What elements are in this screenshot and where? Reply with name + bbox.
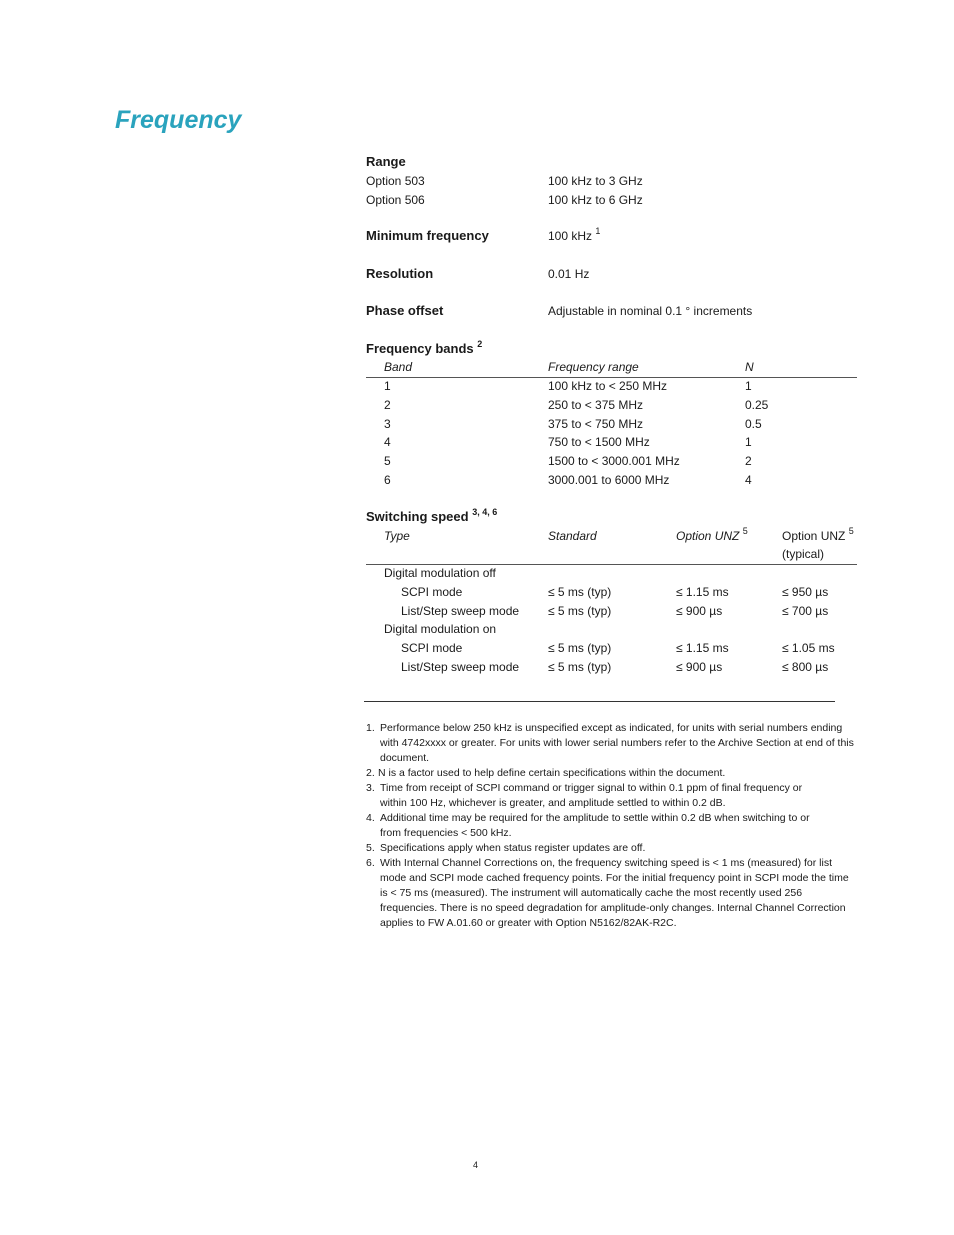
band-n-cell: 4 <box>745 473 752 487</box>
frequency-bands-title: Frequency bands <box>366 341 474 356</box>
switch-unz-cell: ≤ 900 µs <box>676 604 723 618</box>
footnote-number: 1. <box>366 722 375 734</box>
switch-row-label: Digital modulation on <box>384 622 497 636</box>
footnote-separator <box>364 701 835 702</box>
bands-col-range: Frequency range <box>548 360 639 374</box>
min-frequency-heading: Minimum frequency <box>366 228 489 243</box>
switching-speed-heading <box>366 506 498 524</box>
band-cell: 4 <box>384 435 391 449</box>
switch-row-label: List/Step sweep mode <box>401 660 520 674</box>
band-cell: 1 <box>384 379 391 393</box>
resolution-value: 0.01 Hz <box>548 267 590 281</box>
switch-unz-typ-cell: ≤ 700 µs <box>782 604 829 618</box>
range-label-506: Option 506 <box>366 193 425 207</box>
switch-unz-cell: ≤ 1.15 ms <box>676 585 729 599</box>
bands-col-n: N <box>745 360 754 374</box>
footnote-ref: 2 <box>477 338 483 349</box>
range-label-503: Option 503 <box>366 174 425 188</box>
footnote-number: 3. <box>366 782 375 794</box>
page-title: Frequency <box>115 106 242 134</box>
phase-offset-heading: Phase offset <box>366 303 444 318</box>
switch-row-label: List/Step sweep mode <box>401 604 520 618</box>
frequency-bands-heading <box>366 338 483 356</box>
band-n-cell: 0.25 <box>745 398 769 412</box>
switch-standard-cell: ≤ 5 ms (typ) <box>548 604 612 618</box>
bands-header-rule <box>366 377 857 378</box>
band-n-cell: 1 <box>745 379 752 393</box>
switch-unz-typ-cell: ≤ 950 µs <box>782 585 829 599</box>
phase-offset-value: Adjustable in nominal 0.1 ° increments <box>548 304 753 318</box>
range-value-506: 100 kHz to 6 GHz <box>548 193 643 207</box>
footnote-text: Specifications apply when status register updates are off. <box>380 842 646 854</box>
resolution-heading: Resolution <box>366 266 434 281</box>
footnote-ref: 1 <box>595 226 601 236</box>
switching-speed-title: Switching speed <box>366 509 469 524</box>
band-n-cell: 0.5 <box>745 417 762 431</box>
band-n-cell: 1 <box>745 435 752 449</box>
bands-col-band: Band <box>384 360 413 374</box>
range-value-503: 100 kHz to 3 GHz <box>548 174 643 188</box>
switch-col-unz-typ-text: Option UNZ <box>782 529 846 543</box>
band-cell: 2 <box>384 398 391 412</box>
switch-unz-typ-cell: ≤ 800 µs <box>782 660 829 674</box>
switch-row-label: Digital modulation off <box>384 566 496 580</box>
min-frequency-text: 100 kHz <box>548 229 593 243</box>
band-range-cell: 3000.001 to 6000 MHz <box>548 473 670 487</box>
band-cell: 5 <box>384 454 391 468</box>
band-range-cell: 1500 to < 3000.001 MHz <box>548 454 680 468</box>
switch-standard-cell: ≤ 5 ms (typ) <box>548 585 612 599</box>
page-number: 4 <box>473 1160 479 1170</box>
footnote-number: 2. <box>366 767 375 779</box>
switch-col-unz-typ <box>782 526 854 543</box>
footnote-number: 4. <box>366 812 375 824</box>
band-cell: 6 <box>384 473 391 487</box>
footnote-text: Time from receipt of SCPI command or trigger signal to within 0.1 ppm of final frequency or within 100 Hz, whichever is greater, and amplitude settled to within 0.2 dB. <box>380 782 803 809</box>
switch-row-label: SCPI mode <box>401 585 463 599</box>
switch-unz-cell: ≤ 900 µs <box>676 660 723 674</box>
footnote-text: N is a factor used to help define certain specifications within the document. <box>378 767 726 779</box>
footnote-text: Additional time may be required for the amplitude to settle within 0.2 dB when switching to or from frequencies < 500 kHz. <box>380 812 810 839</box>
band-range-cell: 375 to < 750 MHz <box>548 417 644 431</box>
switch-col-unz-text: Option UNZ <box>676 529 740 543</box>
switch-col-type: Type <box>384 529 410 543</box>
switch-unz-typ-cell: ≤ 1.05 ms <box>782 641 835 655</box>
switch-col-unz-typ-line2: (typical) <box>782 547 825 561</box>
band-range-cell: 100 kHz to < 250 MHz <box>548 379 668 393</box>
band-cell: 3 <box>384 417 391 431</box>
switch-header-rule <box>366 564 857 565</box>
footnote-number: 6. <box>366 857 375 869</box>
footnote-ref: 3, 4, 6 <box>472 506 498 517</box>
footnote-ref: 5 <box>848 526 854 536</box>
switch-col-standard: Standard <box>548 529 597 543</box>
band-range-cell: 750 to < 1500 MHz <box>548 435 650 449</box>
footnote-ref: 5 <box>742 526 748 536</box>
switch-unz-cell: ≤ 1.15 ms <box>676 641 729 655</box>
switch-row-label: SCPI mode <box>401 641 463 655</box>
band-range-cell: 250 to < 375 MHz <box>548 398 644 412</box>
band-n-cell: 2 <box>745 454 752 468</box>
footnote-number: 5. <box>366 842 375 854</box>
switch-standard-cell: ≤ 5 ms (typ) <box>548 660 612 674</box>
range-heading: Range <box>366 154 406 169</box>
footnote-text: Performance below 250 kHz is unspecified except as indicated, for units with serial numbers ending with 4742xxxx or greater. For units with lower serial numbers refer to the Archive Section at end of this document. <box>380 722 854 764</box>
footnote-text: With Internal Channel Corrections on, the frequency switching speed is < 1 ms (measured) for list mode and SCPI mode cached frequency points. For the initial frequency point in SCPI mode the time is < 75 ms (measured). The instrument will automatically cache the most recently used 256 frequencies. There is no speed degradation for amplitude-only changes. Internal Channel Correction applies to FW A.01.60 or greater with Option N5162/82AK-R2C. <box>380 857 849 929</box>
switch-standard-cell: ≤ 5 ms (typ) <box>548 641 612 655</box>
min-frequency-value <box>548 226 601 243</box>
switch-col-unz <box>676 526 748 543</box>
